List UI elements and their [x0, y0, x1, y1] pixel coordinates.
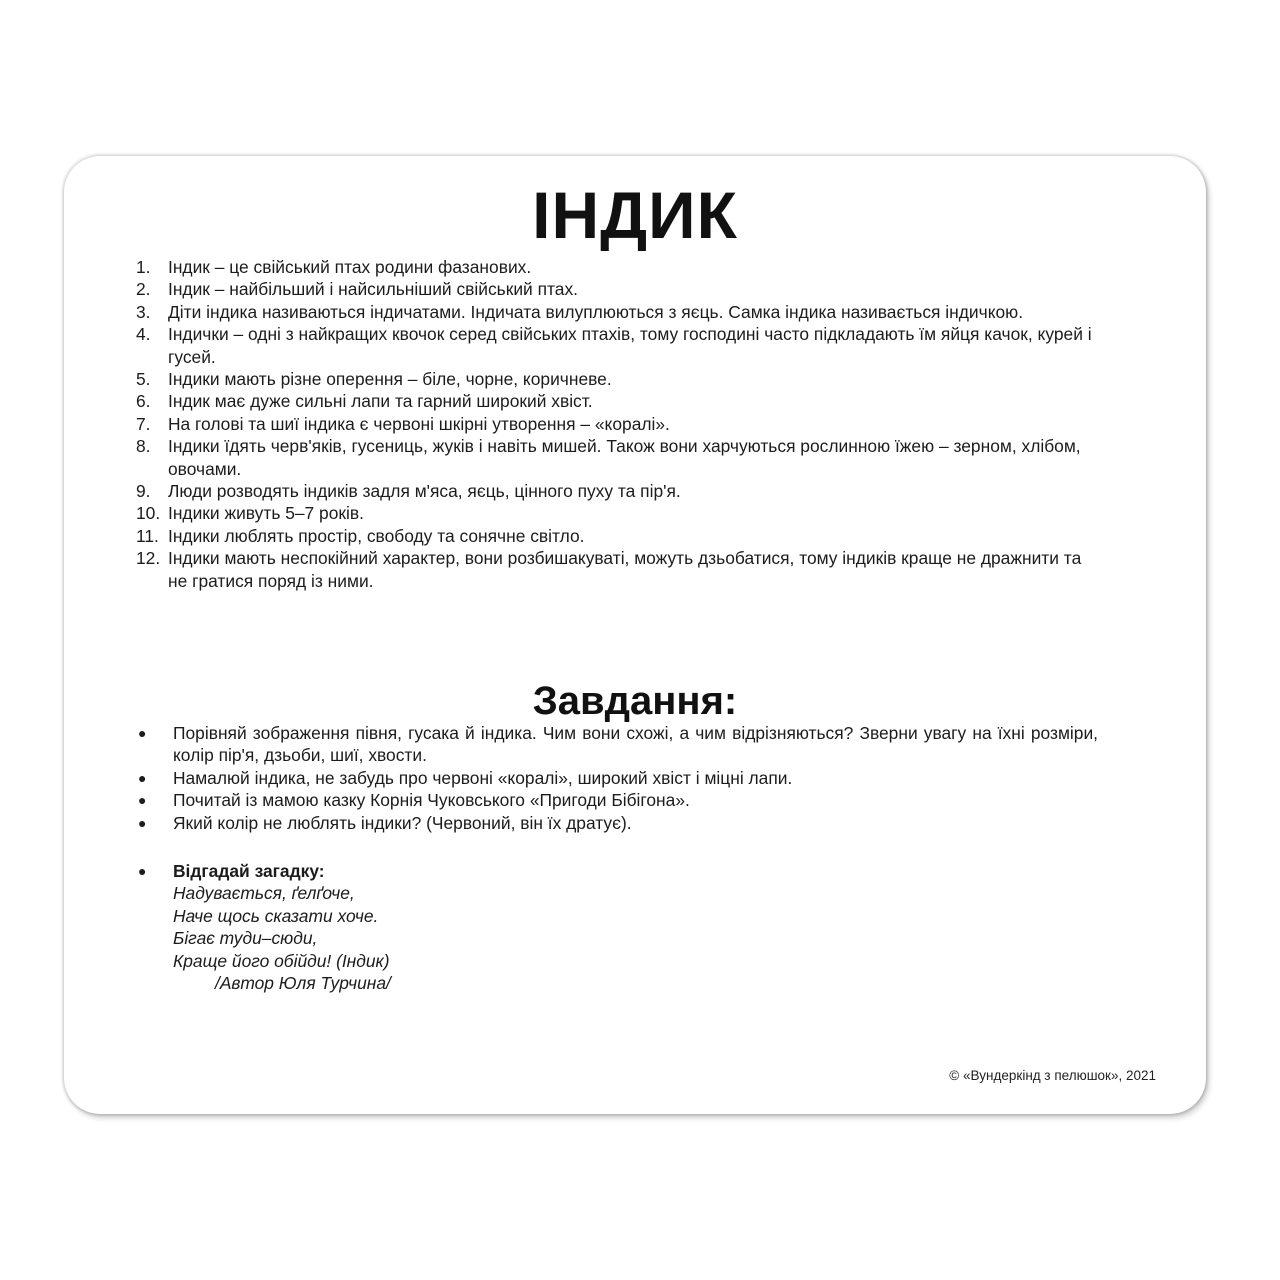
fact-text: Індики мають різне оперення – біле, чорне, коричневе. — [168, 369, 612, 390]
fact-item — [136, 301, 1098, 323]
bullet-icon: ● — [138, 769, 147, 786]
bullet-icon: ● — [138, 725, 147, 741]
fact-text: Індики їдять черв'яків, гусениць, жуків і навіть мишей. Також вони харчуються рослинною їжею – зерном, хлібом, овочами. — [168, 436, 1081, 479]
fact-item — [136, 256, 1098, 278]
fact-number: 1. — [136, 257, 151, 277]
riddle-line: Наче щось сказати хоче. — [173, 905, 379, 926]
fact-number: 3. — [136, 301, 151, 322]
bullet-icon: ● — [138, 814, 147, 831]
fact-item — [136, 525, 1098, 547]
task-text: Який колір не люблять індики? (Червоний, він їх дратує). — [173, 812, 632, 833]
riddle-author: /Автор Юля Турчина/ — [215, 973, 391, 994]
tasks-title: Завдання: — [532, 679, 738, 723]
riddle-line: Бігає туди–сюди, — [173, 928, 318, 949]
fact-text: Індик – це свійський птах родини фазанових. — [168, 257, 532, 277]
fact-item — [136, 278, 1098, 300]
task-item — [136, 789, 1098, 811]
task-text: Почитай із мамою казку Корнія Чуковського «Пригоди Бібігона». — [173, 790, 690, 811]
fact-number: 12. — [136, 548, 161, 569]
task-text: Порівняй зображення півня, гусака й індика. Чим вони схожі, а чим відрізняються? Зверни увагу на їхні розміри, колір пір'я, дзьоби, шиї, хвости. — [173, 723, 1098, 766]
page-title: ІНДИК — [532, 178, 738, 252]
bullet-icon: ● — [138, 792, 147, 809]
fact-number: 8. — [136, 436, 151, 457]
tasks-list — [136, 722, 1098, 834]
fact-number: 6. — [136, 391, 151, 412]
fact-text: Люди розводять індиків задля м'яса, яєць, цінного пуху та пір'я. — [168, 481, 681, 502]
fact-number: 11. — [136, 525, 159, 546]
fact-text: На голові та шиї індика є червоні шкірні утворення – «коралі». — [168, 413, 670, 434]
fact-text: Індик – найбільший і найсильніший свійський птах. — [168, 279, 578, 300]
fact-text: Індички – одні з найкращих квочок серед свійських птахів, тому господині часто підкладають їм яйця качок, курей і гусей. — [168, 324, 1092, 367]
fact-number: 5. — [136, 369, 151, 390]
task-item — [136, 767, 1098, 789]
fact-text: Діти індика називаються індичатами. Індичата вилуплюються з яєць. Самка індика називається індичкою. — [168, 301, 1024, 322]
fact-text: Індики живуть 5–7 років. — [168, 503, 364, 524]
riddle-block — [136, 860, 736, 994]
fact-number: 7. — [136, 413, 151, 434]
fact-item — [136, 323, 1098, 368]
fact-item — [136, 502, 1098, 524]
fact-text: Індик має дуже сильні лапи та гарний широкий хвіст. — [168, 391, 593, 412]
task-item — [136, 722, 1098, 767]
facts-list — [136, 256, 1098, 592]
bullet-icon: ● — [138, 863, 147, 879]
fact-text: Індики люблять простір, свободу та сонячне світло. — [168, 525, 585, 546]
fact-item — [136, 435, 1098, 480]
riddle-heading: Відгадай загадку: — [173, 861, 325, 881]
fact-number: 10. — [136, 503, 161, 524]
fact-number: 4. — [136, 324, 151, 345]
task-text: Намалюй індика, не забудь про червоні «коралі», широкий хвіст і міцні лапи. — [173, 767, 793, 788]
fact-item — [136, 547, 1098, 592]
fact-item — [136, 390, 1098, 412]
fact-item — [136, 368, 1098, 390]
copyright-notice: © «Вундеркінд з пелюшок», 2021 — [949, 1068, 1156, 1083]
fact-number: 2. — [136, 279, 151, 300]
info-card — [64, 156, 1206, 1114]
fact-item — [136, 480, 1098, 502]
fact-text: Індики мають неспокійний характер, вони розбишакуваті, можуть дзьобатися, тому індиків краще не дражнити та не гратися поряд із ними. — [168, 548, 1082, 591]
riddle-line: Надувається, ґелґоче, — [173, 883, 355, 904]
fact-number: 9. — [136, 481, 151, 502]
riddle-body — [173, 860, 736, 994]
fact-item — [136, 413, 1098, 435]
task-item — [136, 812, 1098, 834]
riddle-line: Краще його обійди! (Індик) — [173, 950, 390, 971]
